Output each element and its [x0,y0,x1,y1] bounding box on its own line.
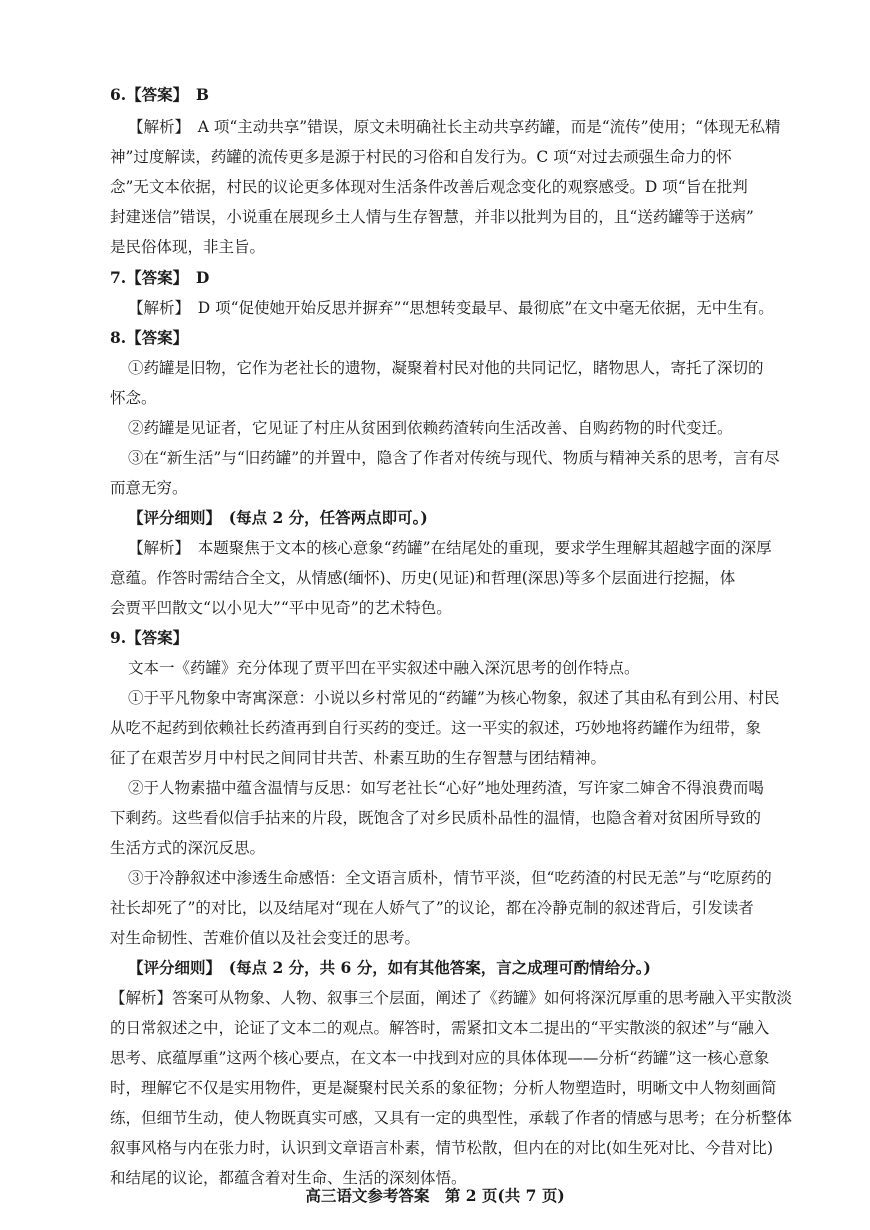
page-footer: 高三语文参考答案 第 2 页(共 7 页) [305,1186,565,1205]
q9-analysis-line-2: 的日常叙述之中，论证了文本二的观点。解答时，需紧扣文本二提出的“平实散淡的叙述”与“融入 [110,1019,770,1037]
q7-answer-heading: 7.【答案】 D [110,268,210,287]
q6-analysis-line-1: 【解析】 A 项“主动共享”错误，原文未明确社长主动共享药罐，而是“流传”使用；“体现无私精 [128,118,781,136]
q9-analysis-line-3: 思考、底蕴厚重”这两个核心要点，在文本一中找到对应的具体体现——分析“药罐”这一核心意象 [110,1049,770,1067]
q8-point-1-line-2: 怀念。 [110,389,157,407]
q8-point-3-line-2: 而意无穷。 [110,479,188,497]
q6-analysis-line-3: 念”无文本依据，村民的议论更多体现对生活条件改善后观念变化的观察感受。D 项“旨在批判 [110,178,748,196]
q8-point-1-line-1: ①药罐是旧物，它作为老社长的遗物，凝聚着村民对他的共同记忆，睹物思人，寄托了深切的 [128,359,764,377]
q6-answer-heading: 6.【答案】 B [110,85,210,104]
q9-point-1-line-2: 从吃不起药到依赖社长药渣再到自行买药的变迁。这一平实的叙述，巧妙地将药罐作为纽带，象 [110,719,762,737]
q9-analysis-line-1: 【解析】答案可从物象、人物、叙事三个层面，阐述了《药罐》如何将深沉厚重的思考融入平实散淡 [110,989,793,1007]
q9-analysis-line-4: 时，理解它不仅是实用物件，更是凝聚村民关系的象征物；分析人物塑造时，明晰文中人物刻画简 [110,1079,777,1097]
q9-point-3-line-2: 社长却死了”的对比，以及结尾对“现在人娇气了”的议论，都在冷静克制的叙述背后，引发读者 [110,899,754,917]
q6-analysis-line-2: 神”过度解读，药罐的流传更多是源于村民的习俗和自发行为。C 项“对过去顽强生命力的怀 [110,148,732,166]
q9-point-2-line-3: 生活方式的深沉反思。 [110,839,266,857]
q9-analysis-line-5: 练，但细节生动，使人物既真实可感，又具有一定的典型性，承载了作者的情感与思考；在分析整体 [110,1109,793,1127]
q9-answer-heading: 9.【答案】 [110,628,189,647]
q9-intro: 文本一《药罐》充分体现了贾平凹在平实叙述中融入深沉思考的创作特点。 [128,659,640,677]
q8-analysis-line-1: 【解析】 本题聚焦于文本的核心意象“药罐”在结尾处的重现，要求学生理解其超越字面的深厚 [128,539,772,557]
q9-point-3-line-3: 对生命韧性、苦难价值以及社会变迁的思考。 [110,929,421,947]
q8-analysis-line-3: 会贾平凹散文“以小见大”“平中见奇”的艺术特色。 [110,599,452,617]
q9-point-2-line-2: 下剩药。这些看似信手拈来的片段，既饱含了对乡民质朴品性的温情，也隐含着对贫困所导致的 [110,809,762,827]
q9-point-2-line-1: ②于人物素描中蕴含温情与反思：如写老社长“心好”地处理药渣，写许家二婶舍不得浪费而喝 [128,779,764,797]
q9-point-1-line-3: 征了在艰苦岁月中村民之间同甘共苦、朴素互助的生存智慧与团结精神。 [110,749,607,767]
q9-analysis-line-7: 和结尾的议论，都蕴含着对生命、生活的深刻体悟。 [110,1169,467,1187]
q9-point-3-line-1: ③于冷静叙述中渗透生命感悟：全文语言质朴，情节平淡，但“吃药渣的村民无恙”与“吃原药的 [128,869,772,887]
q7-analysis-line-1: 【解析】 D 项“促使她开始反思并摒弃”“思想转变最早、最彻底”在文中毫无依据，无中生有。 [128,299,774,317]
q8-answer-heading: 8.【答案】 [110,328,189,347]
q9-analysis-line-6: 叙事风格与内在张力时，认识到文章语言朴素，情节松散，但内在的对比(如生死对比、今昔对比) [110,1139,774,1157]
q6-analysis-line-5: 是民俗体现，非主旨。 [110,238,266,256]
q8-scoring-rules: 【评分细则】 (每点 2 分，任答两点即可。) [128,508,428,527]
q6-analysis-line-4: 封建迷信”错误，小说重在展现乡土人情与生存智慧，并非以批判为目的，且“送药罐等于送病” [110,208,754,226]
q9-scoring-rules: 【评分细则】 (每点 2 分，共 6 分，如有其他答案，言之成理可酌情给分。) [128,958,651,977]
q9-point-1-line-1: ①于平凡物象中寄寓深意：小说以乡村常见的“药罐”为核心物象，叙述了其由私有到公用、村民 [128,689,780,707]
q8-point-2: ②药罐是见证者，它见证了村庄从贫困到依赖药渣转向生活改善、自购药物的时代变迁。 [128,419,733,437]
q8-analysis-line-2: 意蕴。作答时需结合全文，从情感(缅怀)、历史(见证)和哲理(深思)等多个层面进行挖掘，体 [110,569,736,587]
q8-point-3-line-1: ③在“新生活”与“旧药罐”的并置中，隐含了作者对传统与现代、物质与精神关系的思考，言有尽 [128,449,780,467]
